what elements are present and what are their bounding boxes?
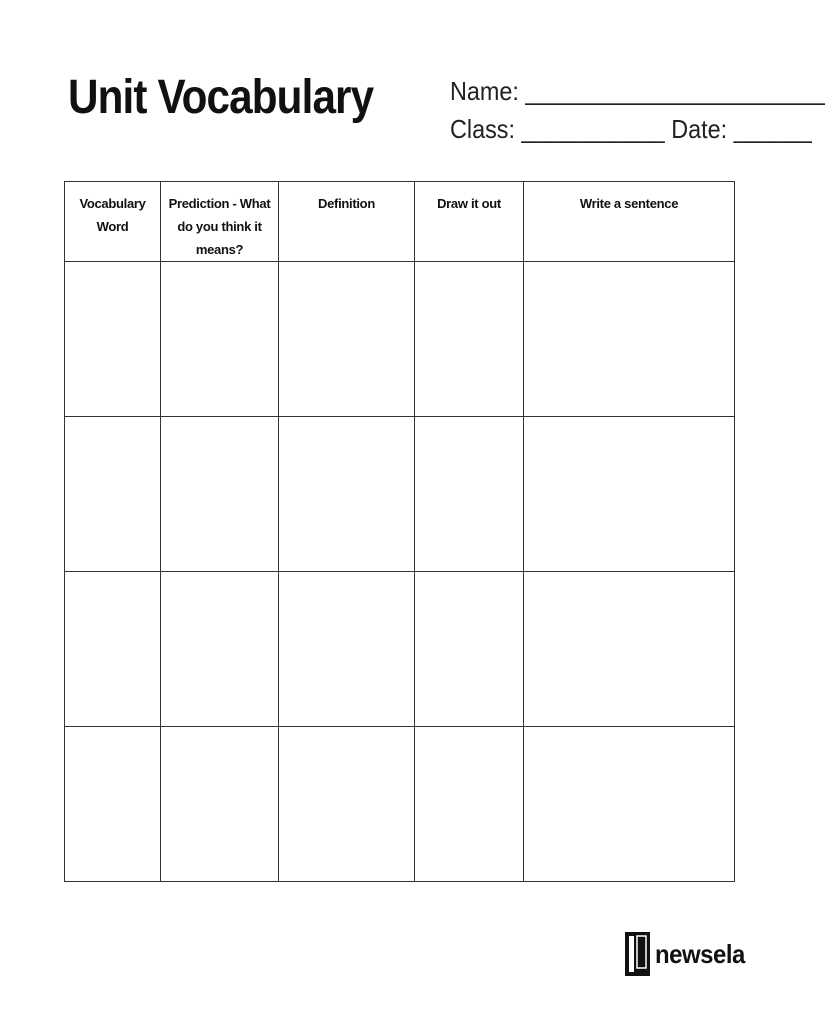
definition-cell[interactable]: [279, 262, 415, 417]
student-info-fields: [450, 72, 825, 148]
header-vocabulary-word: Vocabulary Word: [65, 182, 161, 262]
drawing-cell[interactable]: [415, 727, 524, 882]
definition-cell[interactable]: [279, 417, 415, 572]
drawing-cell[interactable]: [415, 572, 524, 727]
table-header-row: [65, 182, 735, 262]
class-date-fields: [450, 110, 825, 148]
table-row: [65, 727, 735, 882]
header-draw-it-out: Draw it out: [415, 182, 524, 262]
newsela-wordmark: newsela: [655, 938, 745, 969]
newsela-logo-icon: [625, 932, 650, 976]
sentence-cell[interactable]: [524, 262, 735, 417]
header-prediction: Prediction - What do you think it means?: [161, 182, 279, 262]
vocabulary-word-cell[interactable]: [65, 572, 161, 727]
name-line: Name: _______________________: [450, 76, 825, 106]
drawing-cell[interactable]: [415, 417, 524, 572]
sentence-cell[interactable]: [524, 417, 735, 572]
vocabulary-word-cell[interactable]: [65, 262, 161, 417]
table-row: [65, 572, 735, 727]
prediction-cell[interactable]: [161, 262, 279, 417]
vocabulary-word-cell[interactable]: [65, 727, 161, 882]
drawing-cell[interactable]: [415, 262, 524, 417]
class-field[interactable]: Class: ___________: [450, 114, 665, 144]
name-field[interactable]: [450, 72, 825, 110]
definition-cell[interactable]: [279, 727, 415, 882]
page-title: Unit Vocabulary: [68, 71, 374, 124]
newsela-logo: [625, 932, 753, 976]
table-row: [65, 262, 735, 417]
prediction-cell[interactable]: [161, 417, 279, 572]
sentence-cell[interactable]: [524, 572, 735, 727]
sentence-cell[interactable]: [524, 727, 735, 882]
date-field[interactable]: Date: ______: [671, 114, 812, 144]
table-row: [65, 417, 735, 572]
vocabulary-table: [64, 181, 735, 882]
prediction-cell[interactable]: [161, 572, 279, 727]
prediction-cell[interactable]: [161, 727, 279, 882]
header-write-a-sentence: Write a sentence: [524, 182, 735, 262]
definition-cell[interactable]: [279, 572, 415, 727]
vocabulary-word-cell[interactable]: [65, 417, 161, 572]
header-definition: Definition: [279, 182, 415, 262]
